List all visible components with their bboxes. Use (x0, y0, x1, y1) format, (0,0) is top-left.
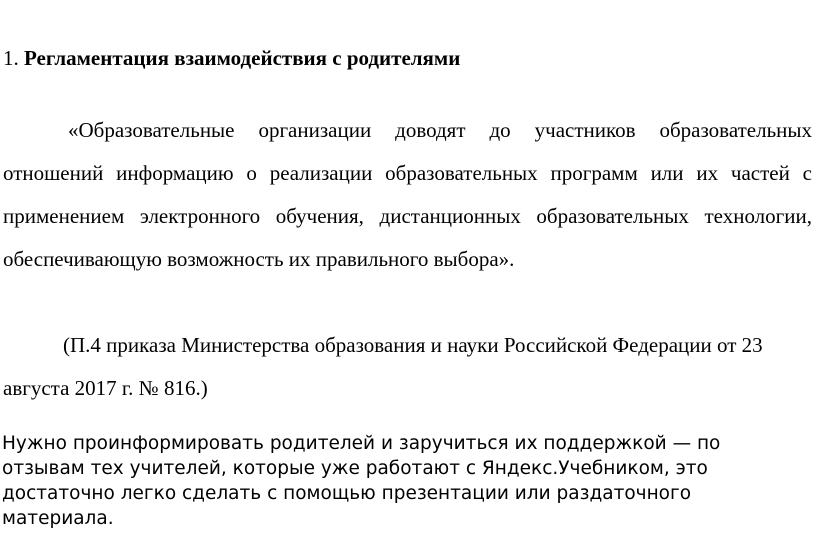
section-number: 1. (3, 46, 19, 70)
parents-note: Нужно проинформировать родителей и заручиться их поддержкой — по отзывам тех учителей, которые уже работают с Яндекс.Учебником, это достаточно легко сделать с помощью презентации или раздаточного материала. (2, 433, 721, 529)
regulation-quote: «Образовательные организации доводят до участников образовательных отношений информацию о реализации образовательных программ или их частей с применением электронного обучения, дистанционных образовательных технологии, обеспечивающую возможность их правильного выбора». (3, 118, 812, 271)
order-reference: (П.4 приказа Министерства образования и науки Российской Федерации от 23 августа 2017 г. № 816.) (3, 333, 763, 400)
section-heading (3, 44, 803, 72)
section-title: Регламентация взаимодействия с родителями (24, 46, 461, 70)
